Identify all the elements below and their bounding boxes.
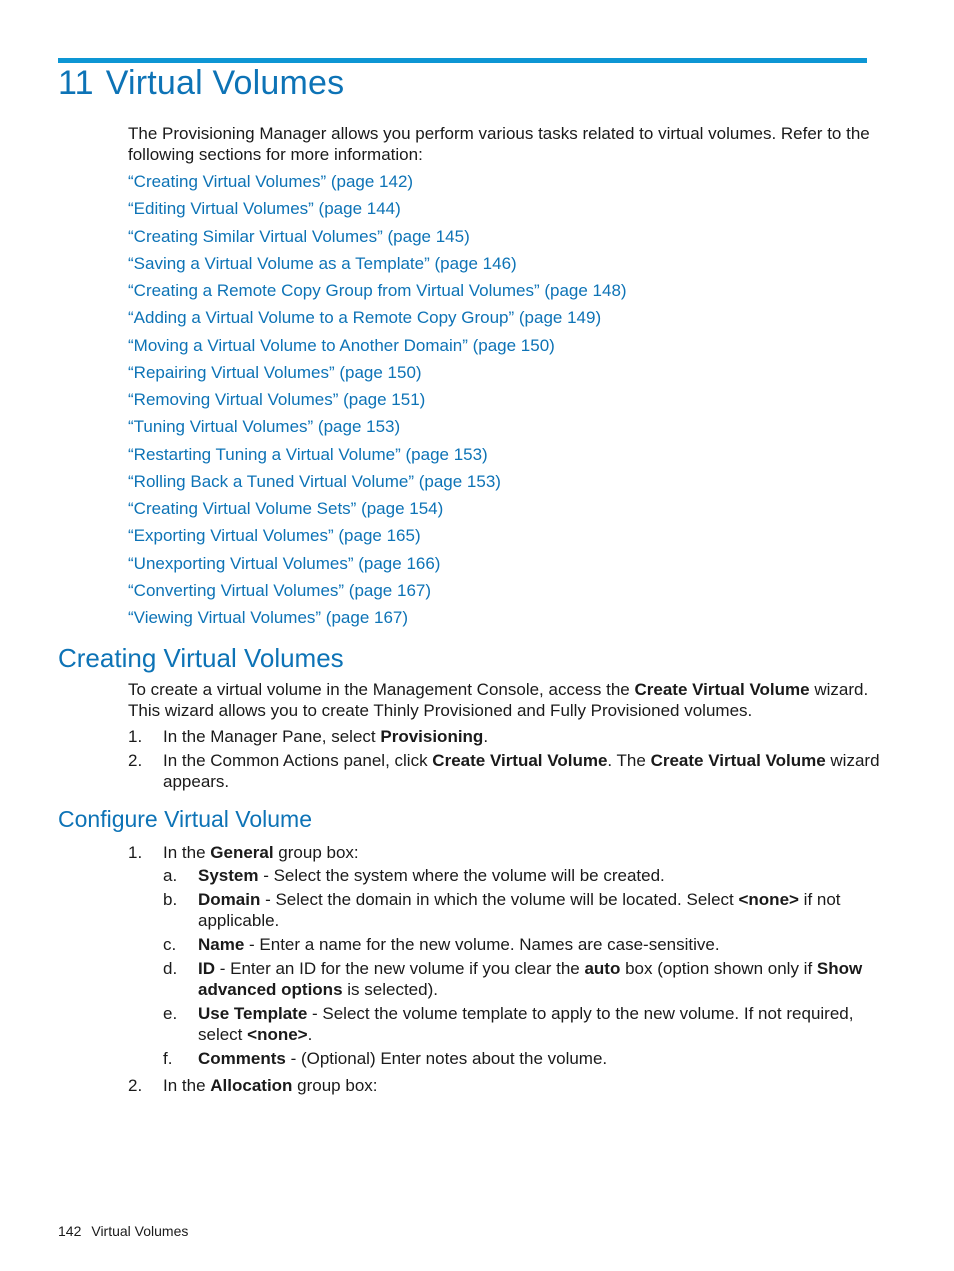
section-heading: Creating Virtual Volumes [58, 643, 344, 673]
bold-term: Create Virtual Volume [432, 751, 608, 770]
section-paragraph-1 [128, 679, 873, 700]
chapter-title-text: Virtual Volumes [105, 64, 345, 102]
bold-term: Comments [198, 1049, 286, 1068]
toc-link[interactable]: “Creating Virtual Volume Sets” (page 154) [128, 499, 444, 518]
list-item [128, 1075, 873, 1096]
text-run: - Enter a name for the new volume. Names are case-sensitive. [244, 935, 720, 954]
text-run: - Select the domain in which the volume will be located. Select [260, 890, 739, 909]
sub-list-item [163, 1003, 873, 1045]
footer-title: Virtual Volumes [91, 1223, 189, 1239]
toc-link[interactable]: “Unexporting Virtual Volumes” (page 166) [128, 553, 441, 573]
toc-item [128, 606, 627, 633]
list-text-continued [198, 979, 438, 1000]
text-run: To create a virtual volume in the Management Console, access the [128, 680, 635, 699]
toc-link[interactable]: “Adding a Virtual Volume to a Remote Copy Group” (page 149) [128, 308, 602, 328]
list-text [163, 1075, 378, 1096]
text-run: - Enter an ID for the new volume if you clear the [215, 959, 585, 978]
list-marker: e. [163, 1004, 178, 1023]
bold-term: Provisioning [380, 727, 484, 746]
list-text [198, 1003, 853, 1024]
text-run: wizard. [809, 680, 869, 699]
toc-link[interactable]: “Repairing Virtual Volumes” (page 150) [128, 362, 422, 382]
text-run: if not [798, 890, 841, 909]
toc-link[interactable]: “Saving a Virtual Volume as a Template” (page 146) [128, 253, 517, 273]
list-text [163, 842, 359, 863]
list-marker: 1. [128, 843, 143, 862]
text-run: group box: [273, 843, 359, 862]
toc-item [128, 470, 627, 497]
chapter-title [58, 64, 344, 103]
toc-link[interactable]: “Rolling Back a Tuned Virtual Volume” (page 153) [128, 471, 501, 491]
text-run: In the [163, 843, 211, 862]
sub-list-item [163, 1048, 873, 1069]
bold-term: System [198, 866, 259, 885]
text-run: wizard [825, 751, 880, 770]
sub-list-item [163, 934, 873, 955]
toc-link[interactable]: “Creating a Remote Copy Group from Virtual Volumes” (page 148) [128, 281, 627, 300]
subsection-heading: Configure Virtual Volume [58, 806, 312, 832]
section-paragraph-2: This wizard allows you to create Thinly Provisioned and Fully Provisioned volumes. [128, 701, 753, 720]
toc-item [128, 306, 627, 333]
toc-item [128, 497, 627, 524]
list-text [198, 934, 720, 955]
list-text-continued: appears. [163, 772, 230, 791]
bold-term: <none> [738, 890, 799, 909]
toc-link[interactable]: “Editing Virtual Volumes” (page 144) [128, 199, 401, 219]
intro-paragraph: The Provisioning Manager allows you perform various tasks related to virtual volumes. Refer to the following sections for more information: [128, 124, 870, 164]
list-text-continued [198, 1024, 312, 1045]
bold-term: ID [198, 959, 215, 978]
toc-link[interactable]: “Tuning Virtual Volumes” (page 153) [128, 417, 401, 437]
text-run: group box: [292, 1076, 378, 1095]
list-text [163, 726, 488, 747]
text-run: In the [163, 1076, 211, 1095]
toc-item [128, 361, 627, 388]
bold-term: <none> [247, 1025, 308, 1044]
toc-item [128, 225, 627, 252]
toc-item [128, 524, 627, 551]
list-marker: 1. [128, 727, 143, 746]
text-run: - (Optional) Enter notes about the volume. [285, 1049, 608, 1068]
sub-list-item [163, 865, 873, 886]
text-run: . [307, 1025, 313, 1044]
list-marker: d. [163, 959, 178, 978]
text-run: - Select the volume template to apply to the new volume. If not required, [307, 1004, 854, 1023]
list-marker: 2. [128, 1076, 143, 1095]
list-marker: f. [163, 1049, 173, 1068]
list-marker: a. [163, 866, 178, 885]
bold-term: Show [816, 959, 863, 978]
text-run: . The [607, 751, 651, 770]
toc-item [128, 579, 627, 606]
toc-item [128, 252, 627, 279]
bold-term: Domain [198, 890, 261, 909]
list-text [198, 865, 665, 886]
bold-term: Create Virtual Volume [634, 680, 810, 699]
bold-term: Use Template [198, 1004, 308, 1023]
list-marker: b. [163, 890, 178, 909]
bold-term: Create Virtual Volume [650, 751, 826, 770]
toc-link[interactable]: “Restarting Tuning a Virtual Volume” (page 153) [128, 444, 488, 464]
chapter-number: 11 [58, 64, 94, 102]
list-text [198, 958, 862, 979]
toc-item [128, 443, 627, 470]
toc-link[interactable]: “Converting Virtual Volumes” (page 167) [128, 580, 432, 600]
toc-link[interactable]: “Viewing Virtual Volumes” (page 167) [128, 608, 409, 627]
toc-item [128, 197, 627, 224]
list-marker: 2. [128, 751, 143, 770]
toc-list [128, 170, 627, 633]
list-text-continued: applicable. [198, 911, 280, 930]
list-item [128, 726, 873, 747]
text-run: - Select the system where the volume will be created. [258, 866, 665, 885]
list-item [128, 842, 873, 863]
toc-link[interactable]: “Moving a Virtual Volume to Another Domain” (page 150) [128, 335, 555, 355]
sub-list-item [163, 958, 873, 1000]
toc-item [128, 170, 627, 197]
list-text [163, 750, 880, 771]
list-text [198, 889, 841, 910]
toc-item [128, 279, 627, 306]
text-run: In the Common Actions panel, click [163, 751, 433, 770]
toc-item [128, 334, 627, 361]
bold-term: Name [198, 935, 245, 954]
toc-link[interactable]: “Creating Virtual Volumes” (page 142) [128, 172, 414, 191]
bold-term: auto [584, 959, 621, 978]
sub-list-item [163, 889, 873, 931]
list-item [128, 750, 880, 792]
list-marker: c. [163, 935, 177, 954]
bold-term: General [210, 843, 274, 862]
bold-term: Allocation [210, 1076, 293, 1095]
page-number: 142 [58, 1223, 82, 1239]
text-run: . [483, 727, 489, 746]
toc-item [128, 552, 627, 579]
text-run: box (option shown only if [620, 959, 817, 978]
list-text [198, 1048, 607, 1069]
text-run: select [198, 1025, 248, 1044]
toc-item [128, 415, 627, 442]
toc-link[interactable]: “Exporting Virtual Volumes” (page 165) [128, 526, 421, 546]
page-footer [58, 1223, 188, 1239]
chapter-rule [58, 58, 867, 63]
text-run: In the Manager Pane, select [163, 727, 381, 746]
bold-term: advanced options [198, 980, 343, 999]
toc-link[interactable]: “Creating Similar Virtual Volumes” (page 145) [128, 226, 470, 246]
text-run: is selected). [342, 980, 438, 999]
toc-link[interactable]: “Removing Virtual Volumes” (page 151) [128, 390, 426, 409]
toc-item [128, 388, 627, 415]
